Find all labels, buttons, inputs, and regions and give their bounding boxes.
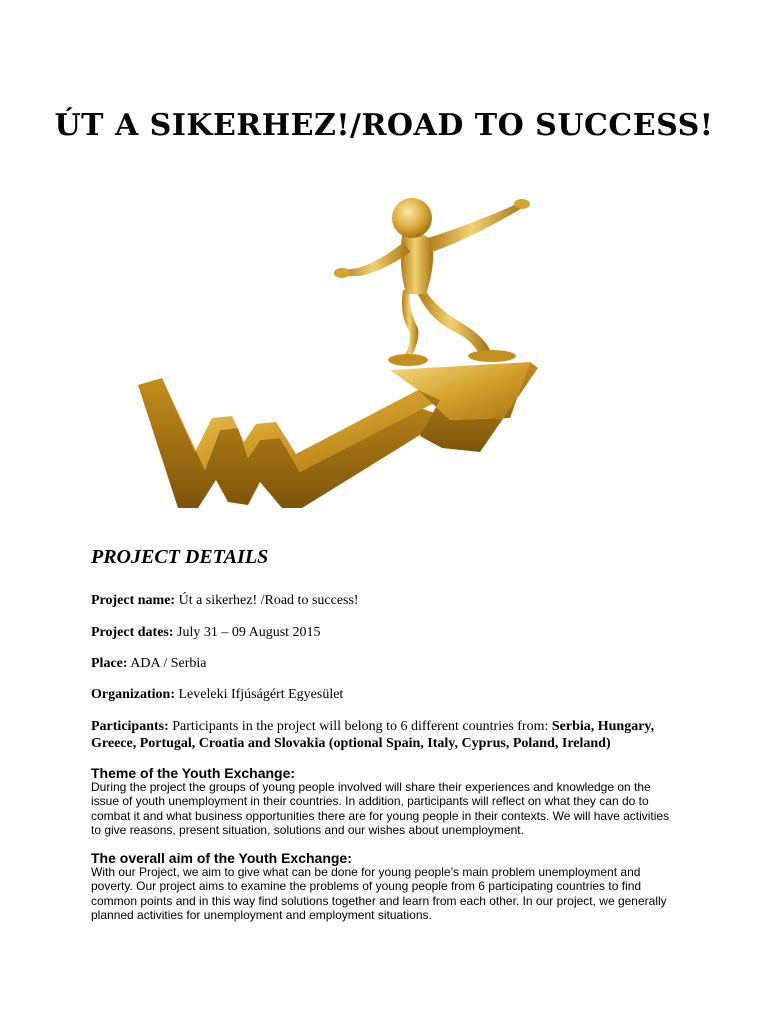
place-field	[91, 655, 206, 672]
participants-label: Participants:	[91, 719, 169, 734]
theme-heading: Theme of the Youth Exchange:	[91, 765, 296, 781]
participants-intro: Participants in the project will belong to 6 different countries from:	[168, 719, 552, 734]
aim-heading: The overall aim of the Youth Exchange:	[91, 850, 352, 866]
participants-field	[91, 718, 681, 752]
organization-field	[91, 686, 343, 703]
project-name-label: Project name:	[91, 593, 176, 608]
project-name-value: Út a sikerhez! /Road to success!	[175, 593, 359, 608]
aim-paragraph: With our Project, we aim to give what can be done for young people’s main problem unemployment and poverty. Our project aims to examine the problems of young people from 6 participating countries to find common points and in this way find solutions together and learn from each other. In our project, we generally planned activities for unemployment and employment situations.	[91, 865, 667, 922]
theme-paragraph: During the project the groups of young people involved will share their experiences and knowledge on the issue of youth unemployment in their countries. In addition, participants will reflect on what they can do to combat it and what business opportunities there are for young people in their contexts. We will have activities to give reasons, present situation, solutions and our wishes about unemployment.	[91, 780, 670, 837]
organization-value: Leveleki Ifjúságért Egyesület	[175, 687, 344, 702]
participants-countries: Serbia, Hungary, Greece, Portugal, Croatia and Slovakia	[91, 719, 655, 751]
section-title-project-details: PROJECT DETAILS	[91, 546, 269, 568]
project-name-field	[91, 592, 359, 609]
project-dates-field	[91, 624, 321, 641]
project-dates-label: Project dates:	[91, 625, 174, 640]
project-dates-value: July 31 – 09 August 2015	[173, 625, 321, 640]
place-label: Place:	[91, 656, 128, 671]
page-title: ÚT A SIKERHEZ!/ROAD TO SUCCESS!	[54, 108, 714, 143]
organization-label: Organization:	[91, 687, 175, 702]
place-value: ADA / Serbia	[127, 656, 207, 671]
participants-optional: (optional Spain, Italy, Cyprus, Poland, Ireland)	[325, 736, 611, 751]
gold-figure-on-rising-arrow-icon	[120, 190, 660, 530]
